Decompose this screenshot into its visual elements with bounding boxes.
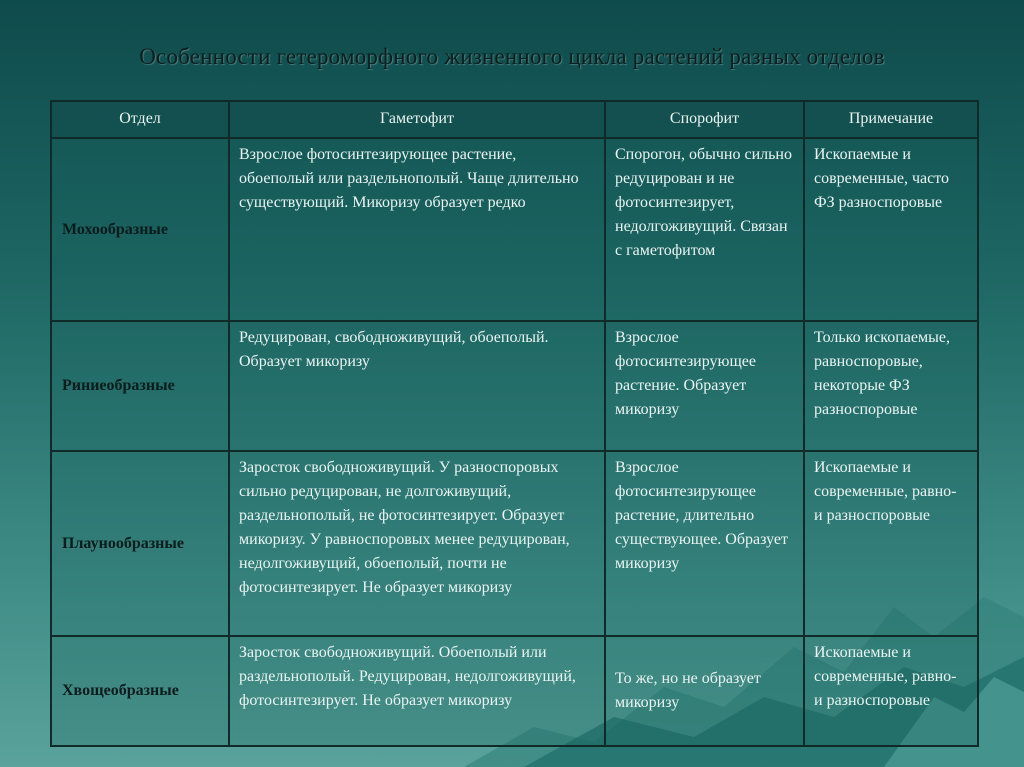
column-header-note: Примечание (804, 101, 978, 138)
column-header-division: Отдел (51, 101, 229, 138)
note-cell: Ископаемые и современные, часто ФЗ разноспоровые (804, 138, 978, 321)
division-cell: Хвощеобразные (51, 636, 229, 746)
division-cell: Риниеобразные (51, 321, 229, 451)
gametophyte-cell: Заросток свободноживущий. Обоеполый или раздельнополый. Редуцирован, недолгоживущий, фотосинтезирует. Не образует микоризу (229, 636, 605, 746)
table-row (51, 138, 978, 321)
sporophyte-cell: Спорогон, обычно сильно редуцирован и не фотосинтезирует, недолгоживущий. Связан с гаметофитом (605, 138, 804, 321)
table-header-row (51, 101, 978, 138)
division-cell: Плаунообразные (51, 451, 229, 636)
column-header-sporophyte: Спорофит (605, 101, 804, 138)
gametophyte-cell: Взрослое фотосинтезирующее растение, обоеполый или раздельнополый. Чаще длительно существующий. Микоризу образует редко (229, 138, 605, 321)
sporophyte-cell: То же, но не образует микоризу (605, 636, 804, 746)
table-row (51, 451, 978, 636)
gametophyte-cell: Редуцирован, свободноживущий, обоеполый. Образует микоризу (229, 321, 605, 451)
table-row (51, 636, 978, 746)
slide-title: Особенности гетероморфного жизненного цикла растений разных отделов (139, 44, 885, 69)
column-header-gametophyte: Гаметофит (229, 101, 605, 138)
table-row (51, 321, 978, 451)
note-cell: Ископаемые и современные, равно- и разноспоровые (804, 636, 978, 746)
note-cell: Только ископаемые, равноспоровые, некоторые ФЗ разноспоровые (804, 321, 978, 451)
division-cell: Мохообразные (51, 138, 229, 321)
sporophyte-cell: Взрослое фотосинтезирующее растение. Образует микоризу (605, 321, 804, 451)
note-cell: Ископаемые и современные, равно- и разноспоровые (804, 451, 978, 636)
life-cycle-table (50, 100, 979, 747)
sporophyte-cell: Взрослое фотосинтезирующее растение, длительно существующее. Образует микоризу (605, 451, 804, 636)
gametophyte-cell: Заросток свободноживущий. У разноспоровых сильно редуцирован, не долгоживущий, раздельнополый, не фотосинтезирует. Образует микоризу. У равноспоровых менее редуцирован, недолгоживущий, обоеполый, почти не фотосинтезирует. Не образует микоризу (229, 451, 605, 636)
